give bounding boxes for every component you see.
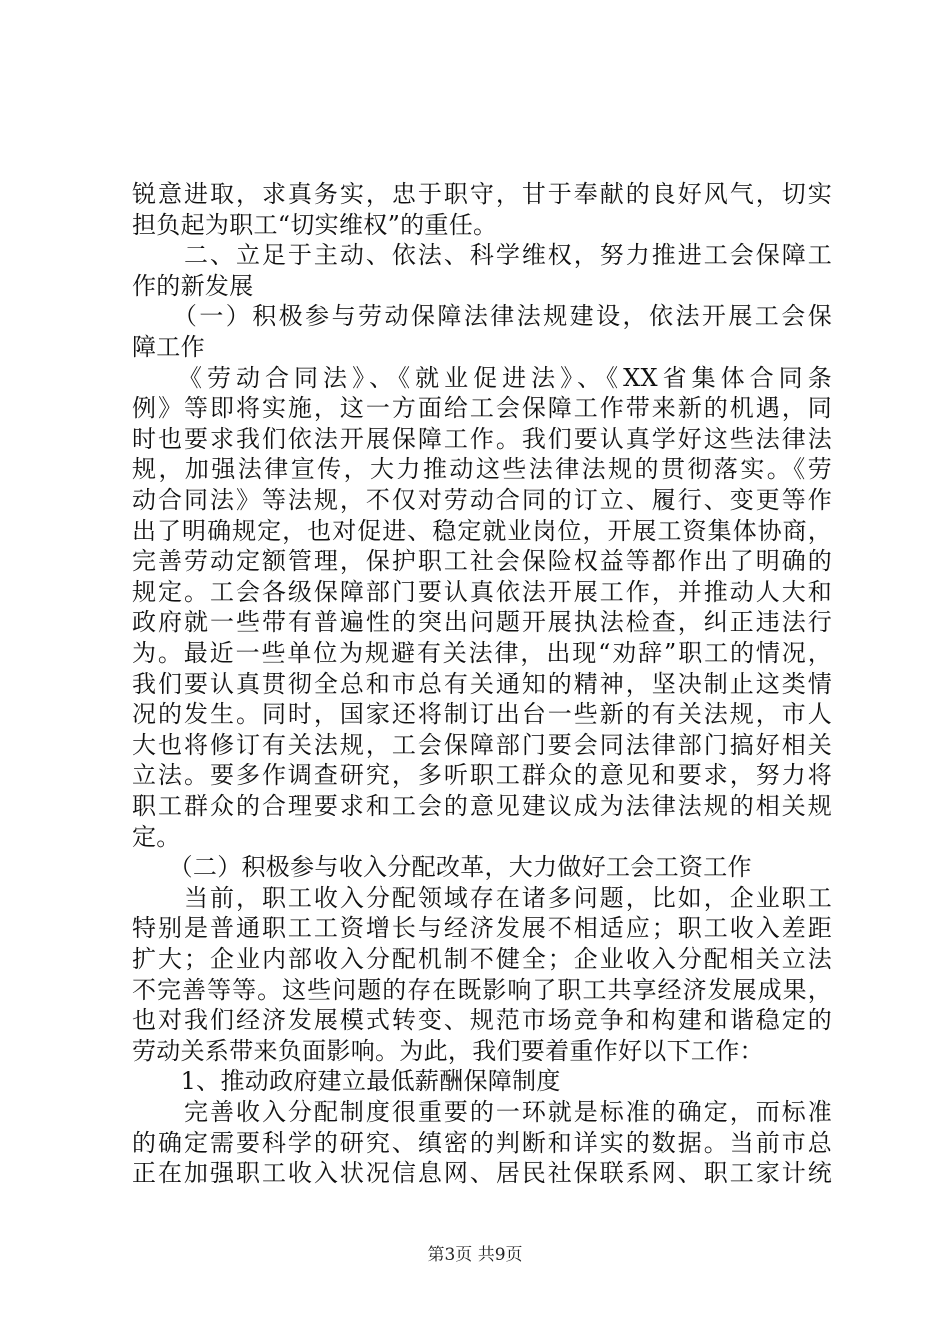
text-line: 况的发生。同时，国家还将制订出台一些新的有关法规，市人 — [132, 700, 832, 729]
text-line: 特别是普通职工工资增长与经济发展不相适应；职工收入差距 — [132, 914, 832, 943]
text-line: 动合同法》等法规，不仅对劳动合同的订立、履行、变更等作 — [132, 486, 832, 514]
text-line: 完善劳动定额管理，保护职工社会保险权益等都作出了明确的 — [132, 547, 832, 576]
text-line: 大也将修订有关法规，工会保障部门要会同法律部门搞好相关 — [132, 730, 832, 759]
text-line: 完善收入分配制度很重要的一环就是标准的确定，而标准 — [132, 1098, 832, 1126]
text-line: 也对我们经济发展模式转变、规范市场竞争和构建和谐稳定的 — [132, 1006, 832, 1035]
text-line: 作的新发展 — [132, 271, 254, 300]
text-line: 的确定需要科学的研究、缜密的判断和详实的数据。当前市总 — [132, 1128, 832, 1157]
text-line: （二）积极参与收入分配改革，大力做好工会工资工作 — [132, 853, 752, 882]
text-line: 《劳动合同法》、《就业促进法》、《XX省集体合同条 — [132, 363, 832, 392]
text-line: 正在加强职工收入状况信息网、居民社保联系网、职工家计统 — [132, 1159, 832, 1188]
text-line: 规，加强法律宣传，大力推动这些法律法规的贯彻落实。《劳 — [132, 455, 832, 484]
text-line: 锐意进取，求真务实，忠于职守，甘于奉献的良好风气，切实 — [132, 180, 832, 208]
text-line: 为。最近一些单位为规避有关法律，出现“劝辞”职工的情况， — [132, 639, 832, 667]
text-line: 扩大；企业内部收入分配机制不健全；企业收入分配相关立法 — [132, 945, 832, 973]
text-line: 我们要认真贯彻全总和市总有关通知的精神，坚决制止这类情 — [132, 669, 832, 698]
text-line: 出了明确规定，也对促进、稳定就业岗位，开展工资集体协商， — [132, 516, 832, 545]
text-line: 1、推动政府建立最低薪酬保障制度 — [132, 1067, 561, 1096]
text-line: 障工作 — [132, 333, 205, 361]
text-line: 时也要求我们依法开展保障工作。我们要认真学好这些法律法 — [132, 424, 832, 453]
text-line: 担负起为职工“切实维权”的重任。 — [132, 210, 498, 239]
text-line: 立法。要多作调查研究，多听职工群众的意见和要求，努力将 — [132, 761, 832, 790]
text-line: （一）积极参与劳动保障法律法规建设，依法开展工会保 — [132, 302, 832, 331]
text-line: 规定。工会各级保障部门要认真依法开展工作，并推动人大和 — [132, 577, 832, 606]
text-line: 例》等即将实施，这一方面给工会保障工作带来新的机遇，同 — [132, 394, 832, 423]
text-line: 二、立足于主动、依法、科学维权，努力推进工会保障工 — [132, 241, 832, 270]
text-line: 劳动关系带来负面影响。为此，我们要着重作好以下工作： — [132, 1036, 764, 1065]
text-line: 不完善等等。这些问题的存在既影响了职工共享经济发展成果， — [132, 975, 832, 1004]
text-line: 定。 — [132, 822, 181, 851]
text-line: 职工群众的合理要求和工会的意见建议成为法律法规的相关规 — [132, 792, 832, 820]
text-line: 当前，职工收入分配领域存在诸多问题，比如，企业职工 — [132, 883, 832, 912]
page-footer: 第3页 共9页 — [427, 1245, 523, 1265]
text-line: 政府就一些带有普遍性的突出问题开展执法检查，纠正违法行 — [132, 608, 832, 637]
